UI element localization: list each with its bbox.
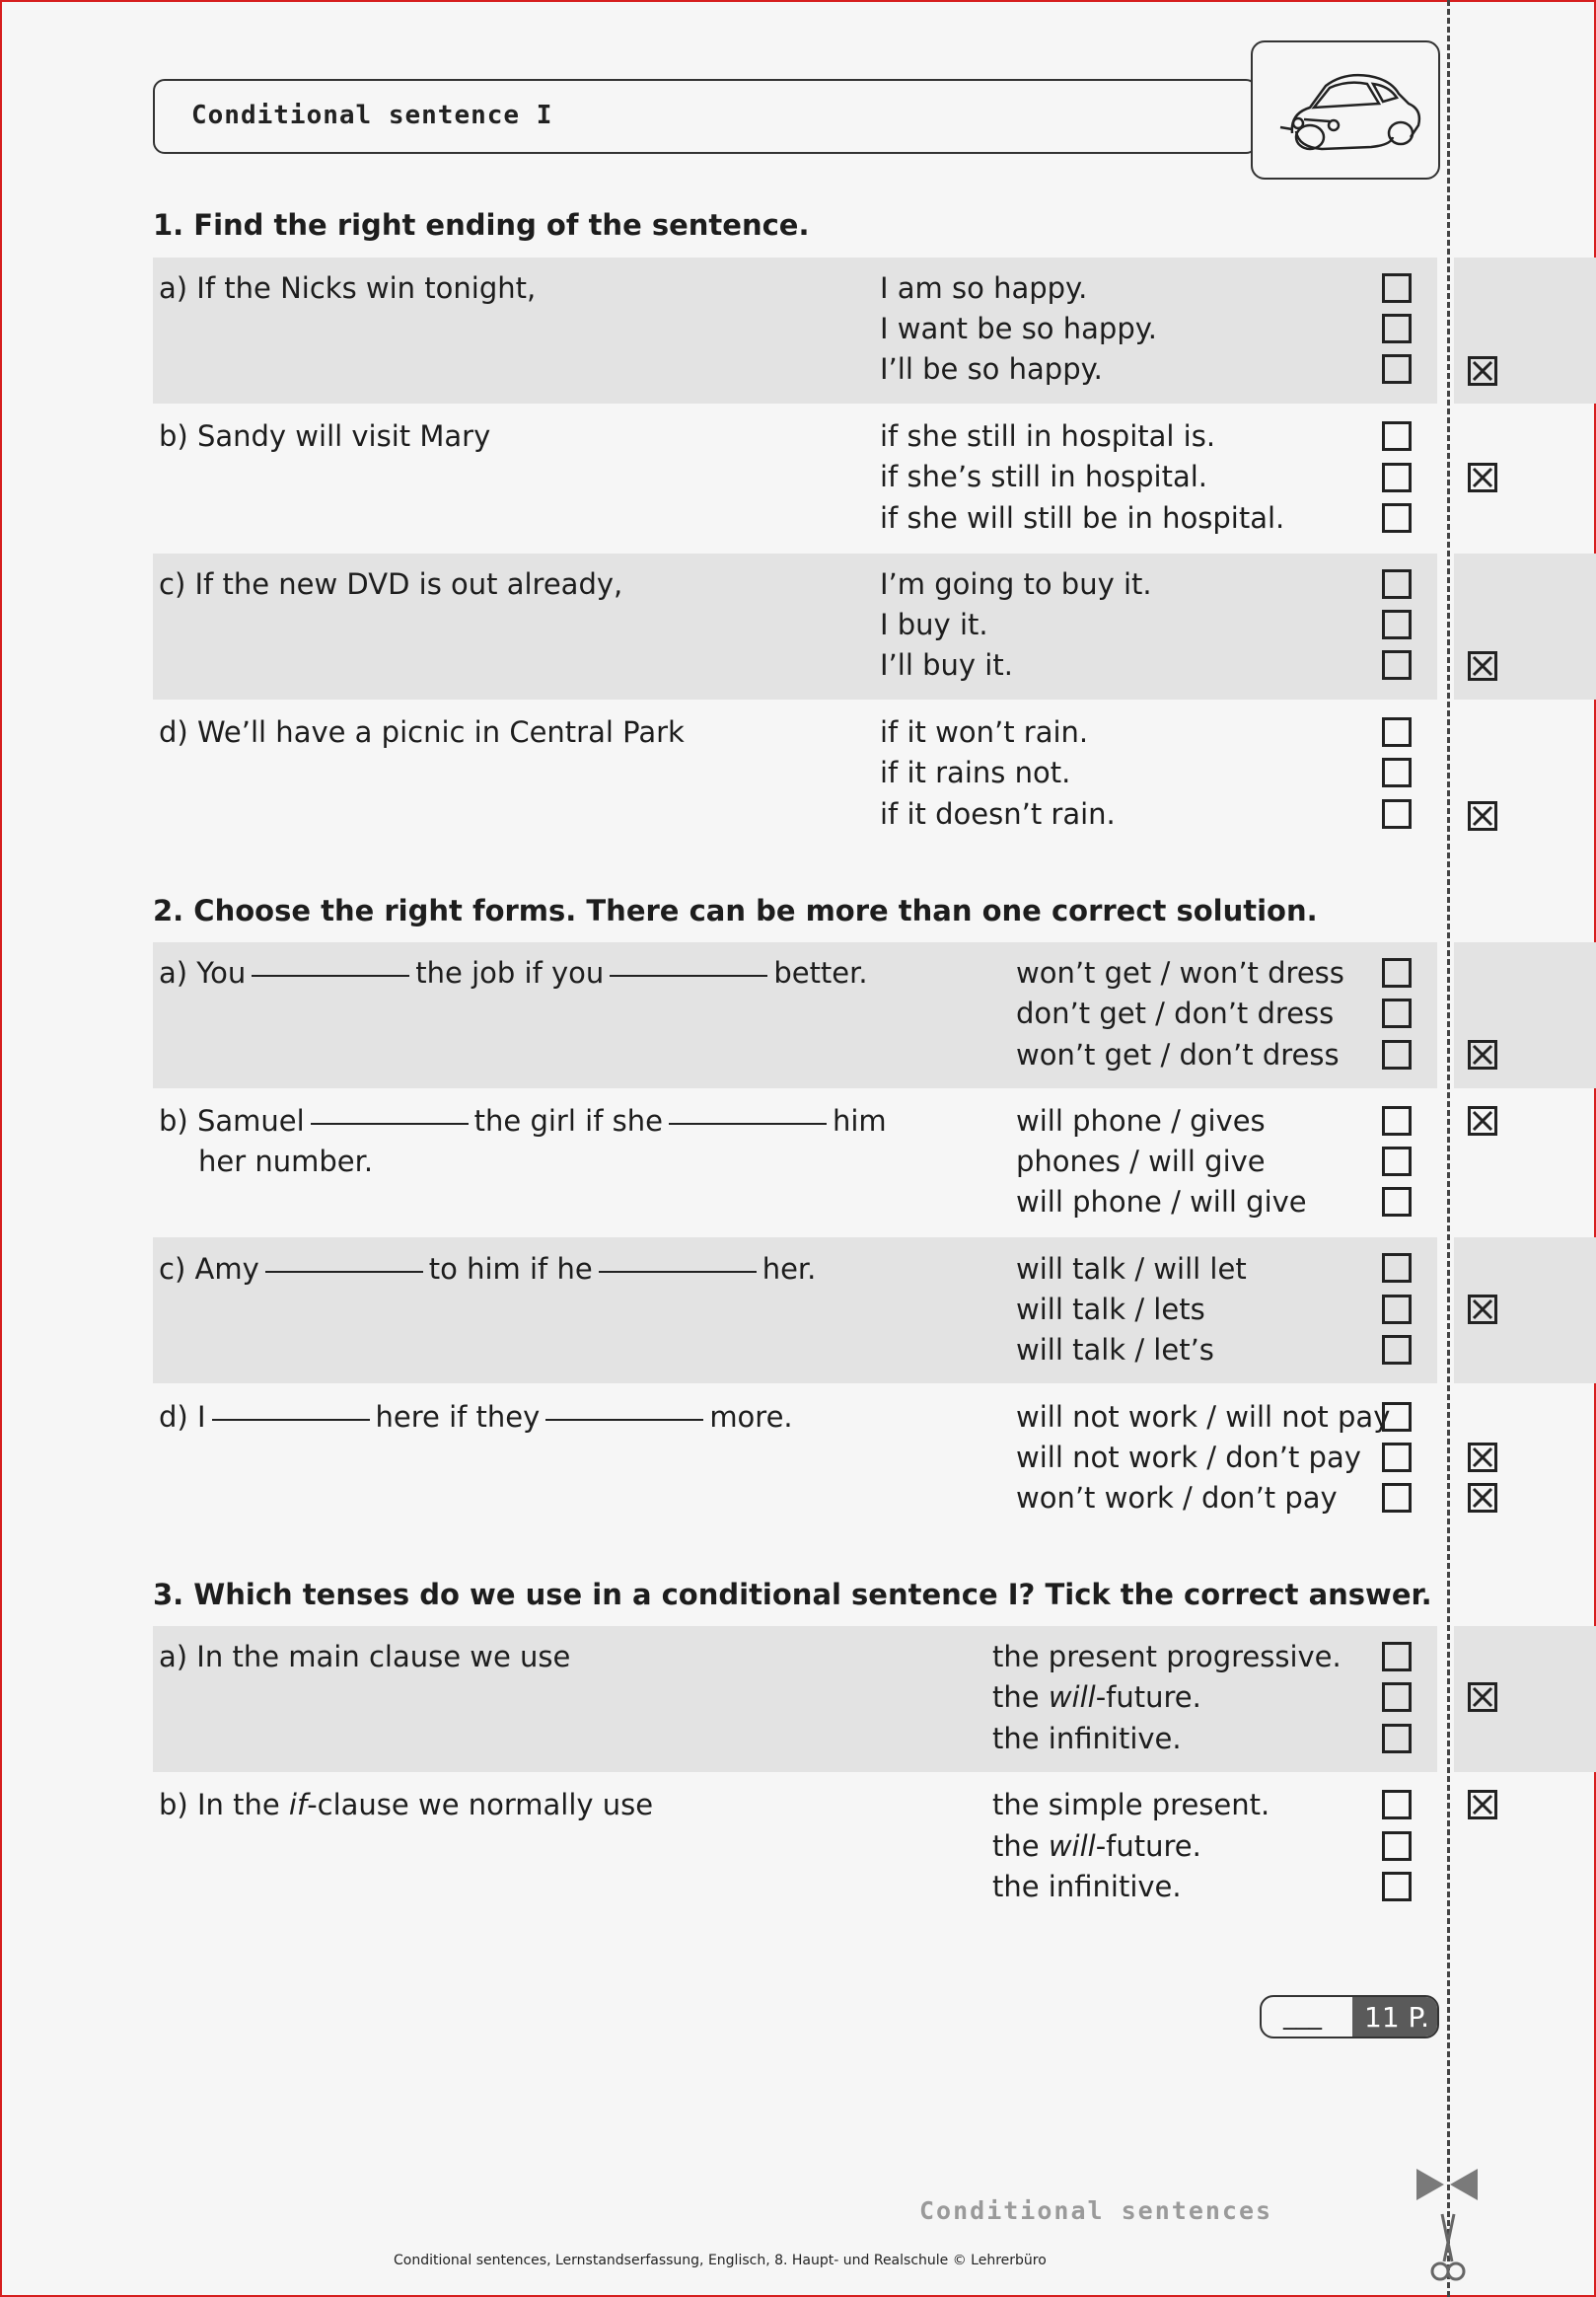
option-prefix: the <box>992 1829 1049 1863</box>
item-prompt: c) If the new DVD is out already, <box>159 567 623 601</box>
option-text: if it doesn’t rain. <box>880 797 1116 831</box>
section-3-title: 3. Which tenses do we use in a conditional sentence I? Tick the correct answer. <box>153 1578 1432 1611</box>
answer-checkbox[interactable] <box>1382 1790 1412 1819</box>
option-text: I want be so happy. <box>880 312 1157 345</box>
option-suffix: -future. <box>1095 1829 1201 1863</box>
solution-checked-box <box>1468 1682 1497 1712</box>
prompt-part: to him if he <box>428 1252 593 1286</box>
solution-checked-box <box>1468 1040 1497 1070</box>
cut-line <box>1447 0 1450 2297</box>
answer-checkbox[interactable] <box>1382 1831 1412 1861</box>
prompt-part: the job if you <box>415 956 605 990</box>
option-text: if she still in hospital is. <box>880 419 1216 453</box>
prompt-part: b) Samuel <box>159 1104 305 1138</box>
answer-checkbox[interactable] <box>1382 569 1412 599</box>
answer-checkbox[interactable] <box>1382 1872 1412 1901</box>
prompt-part: more. <box>709 1400 793 1434</box>
option-prefix: the <box>992 1680 1049 1714</box>
solution-checked-box <box>1468 356 1497 386</box>
option-text: don’t get / don’t dress <box>1016 997 1335 1030</box>
option-text: won’t get / won’t dress <box>1016 956 1344 990</box>
item-prompt: a) If the Nicks win tonight, <box>159 271 537 305</box>
solution-checked-box <box>1468 463 1497 492</box>
prompt-part: here if they <box>375 1400 541 1434</box>
answer-checkbox[interactable] <box>1382 1040 1412 1070</box>
prompt-part: the girl if she <box>473 1104 663 1138</box>
item-prompt <box>159 1788 653 1821</box>
answer-checkbox[interactable] <box>1382 463 1412 492</box>
option-text: will not work / will not pay <box>1016 1400 1391 1434</box>
bowtie-icon <box>1415 2167 1480 2206</box>
answer-checkbox[interactable] <box>1382 273 1412 303</box>
answer-blank[interactable] <box>311 1122 469 1125</box>
answer-checkbox[interactable] <box>1382 1253 1412 1283</box>
answer-blank[interactable] <box>212 1418 370 1421</box>
solution-checked-box <box>1468 1790 1497 1819</box>
answer-blank[interactable] <box>610 974 767 977</box>
score-box <box>1260 1995 1439 2038</box>
solution-checked-box <box>1468 1295 1497 1324</box>
prompt-part: her. <box>762 1252 817 1286</box>
option-text <box>992 1829 1201 1863</box>
answer-blank[interactable] <box>599 1270 757 1273</box>
option-text: phones / will give <box>1016 1145 1266 1178</box>
page-title: Conditional sentence I <box>191 101 553 130</box>
answer-blank[interactable] <box>669 1122 827 1125</box>
item-prompt <box>159 1400 793 1434</box>
solution-checked-box <box>1468 1443 1497 1472</box>
answer-checkbox[interactable] <box>1382 1682 1412 1712</box>
answer-checkbox[interactable] <box>1382 758 1412 787</box>
option-text: won’t work / don’t pay <box>1016 1481 1338 1515</box>
answer-checkbox[interactable] <box>1382 1402 1412 1432</box>
prompt-part: b) In the <box>159 1788 289 1821</box>
answer-checkbox[interactable] <box>1382 314 1412 343</box>
scissors-icon <box>1428 2210 1468 2289</box>
option-emphasis: will <box>1048 1680 1096 1714</box>
item-prompt: a) In the main clause we use <box>159 1640 571 1673</box>
footer-credit: Conditional sentences, Lernstandserfassung, Englisch, 8. Haupt- und Realschule © Lehrerbüro <box>394 2253 1047 2268</box>
answer-checkbox[interactable] <box>1382 1443 1412 1472</box>
answer-checkbox[interactable] <box>1382 421 1412 451</box>
item-prompt <box>159 1104 887 1138</box>
answer-checkbox[interactable] <box>1382 503 1412 533</box>
answer-checkbox[interactable] <box>1382 650 1412 680</box>
solution-checked-box <box>1468 1106 1497 1136</box>
option-text: will talk / will let <box>1016 1252 1247 1286</box>
option-text: the infinitive. <box>992 1870 1182 1903</box>
answer-checkbox[interactable] <box>1382 1187 1412 1217</box>
option-text: will not work / don’t pay <box>1016 1441 1361 1474</box>
solution-checked-box <box>1468 1483 1497 1513</box>
car-icon <box>1253 42 1438 178</box>
section-2-title: 2. Choose the right forms. There can be more than one correct solution. <box>153 894 1318 927</box>
footer-title: Conditional sentences <box>919 2196 1273 2225</box>
option-text: will talk / let’s <box>1016 1333 1214 1367</box>
prompt-part: d) I <box>159 1400 206 1434</box>
answer-blank[interactable] <box>252 974 409 977</box>
score-points: 11 P. <box>1352 1997 1439 2038</box>
option-text: the infinitive. <box>992 1722 1182 1755</box>
option-text: I’ll buy it. <box>880 648 1013 682</box>
option-text: I buy it. <box>880 608 988 641</box>
prompt-part: better. <box>773 956 868 990</box>
section-1-title: 1. Find the right ending of the sentence. <box>153 208 810 242</box>
solution-checked-box <box>1468 651 1497 681</box>
option-text: won’t get / don’t dress <box>1016 1038 1340 1072</box>
option-text: will phone / will give <box>1016 1185 1307 1219</box>
prompt-part: a) You <box>159 956 247 990</box>
option-text: if she will still be in hospital. <box>880 501 1285 535</box>
item-prompt: d) We’ll have a picnic in Central Park <box>159 715 685 749</box>
answer-checkbox[interactable] <box>1382 354 1412 384</box>
answer-checkbox[interactable] <box>1382 999 1412 1028</box>
option-text: the present progressive. <box>992 1640 1342 1673</box>
option-text: I’m going to buy it. <box>880 567 1152 601</box>
prompt-part: him <box>832 1104 887 1138</box>
answer-checkbox[interactable] <box>1382 958 1412 988</box>
option-text <box>992 1680 1201 1714</box>
item-prompt <box>159 1252 816 1286</box>
answer-checkbox[interactable] <box>1382 717 1412 747</box>
prompt-part: c) Amy <box>159 1252 259 1286</box>
answer-checkbox[interactable] <box>1382 1724 1412 1753</box>
item-prompt <box>159 956 868 990</box>
answer-blank[interactable] <box>265 1270 423 1273</box>
prompt-part: -clause we normally use <box>307 1788 654 1821</box>
option-text: if it rains not. <box>880 756 1071 789</box>
answer-checkbox[interactable] <box>1382 1642 1412 1671</box>
option-suffix: -future. <box>1095 1680 1201 1714</box>
option-text: if she’s still in hospital. <box>880 460 1207 493</box>
car-icon-box <box>1251 40 1440 180</box>
option-emphasis: will <box>1048 1829 1096 1863</box>
answer-checkbox[interactable] <box>1382 1106 1412 1136</box>
answer-checkbox[interactable] <box>1382 799 1412 829</box>
score-blank[interactable]: ___ <box>1283 2001 1322 2031</box>
prompt-emphasis: if <box>288 1788 308 1821</box>
option-text: I am so happy. <box>880 271 1088 305</box>
item-prompt: b) Sandy will visit Mary <box>159 419 491 453</box>
answer-checkbox[interactable] <box>1382 1335 1412 1365</box>
option-text: I’ll be so happy. <box>880 352 1103 386</box>
solution-checked-box <box>1468 801 1497 831</box>
option-text: if it won’t rain. <box>880 715 1089 749</box>
item-prompt-continued: her number. <box>198 1145 374 1178</box>
answer-blank[interactable] <box>545 1418 703 1421</box>
answer-checkbox[interactable] <box>1382 1483 1412 1513</box>
answer-checkbox[interactable] <box>1382 1147 1412 1176</box>
option-text: the simple present. <box>992 1788 1270 1821</box>
option-text: will talk / lets <box>1016 1293 1205 1326</box>
option-text: will phone / gives <box>1016 1104 1266 1138</box>
answer-checkbox[interactable] <box>1382 1295 1412 1324</box>
answer-checkbox[interactable] <box>1382 610 1412 639</box>
